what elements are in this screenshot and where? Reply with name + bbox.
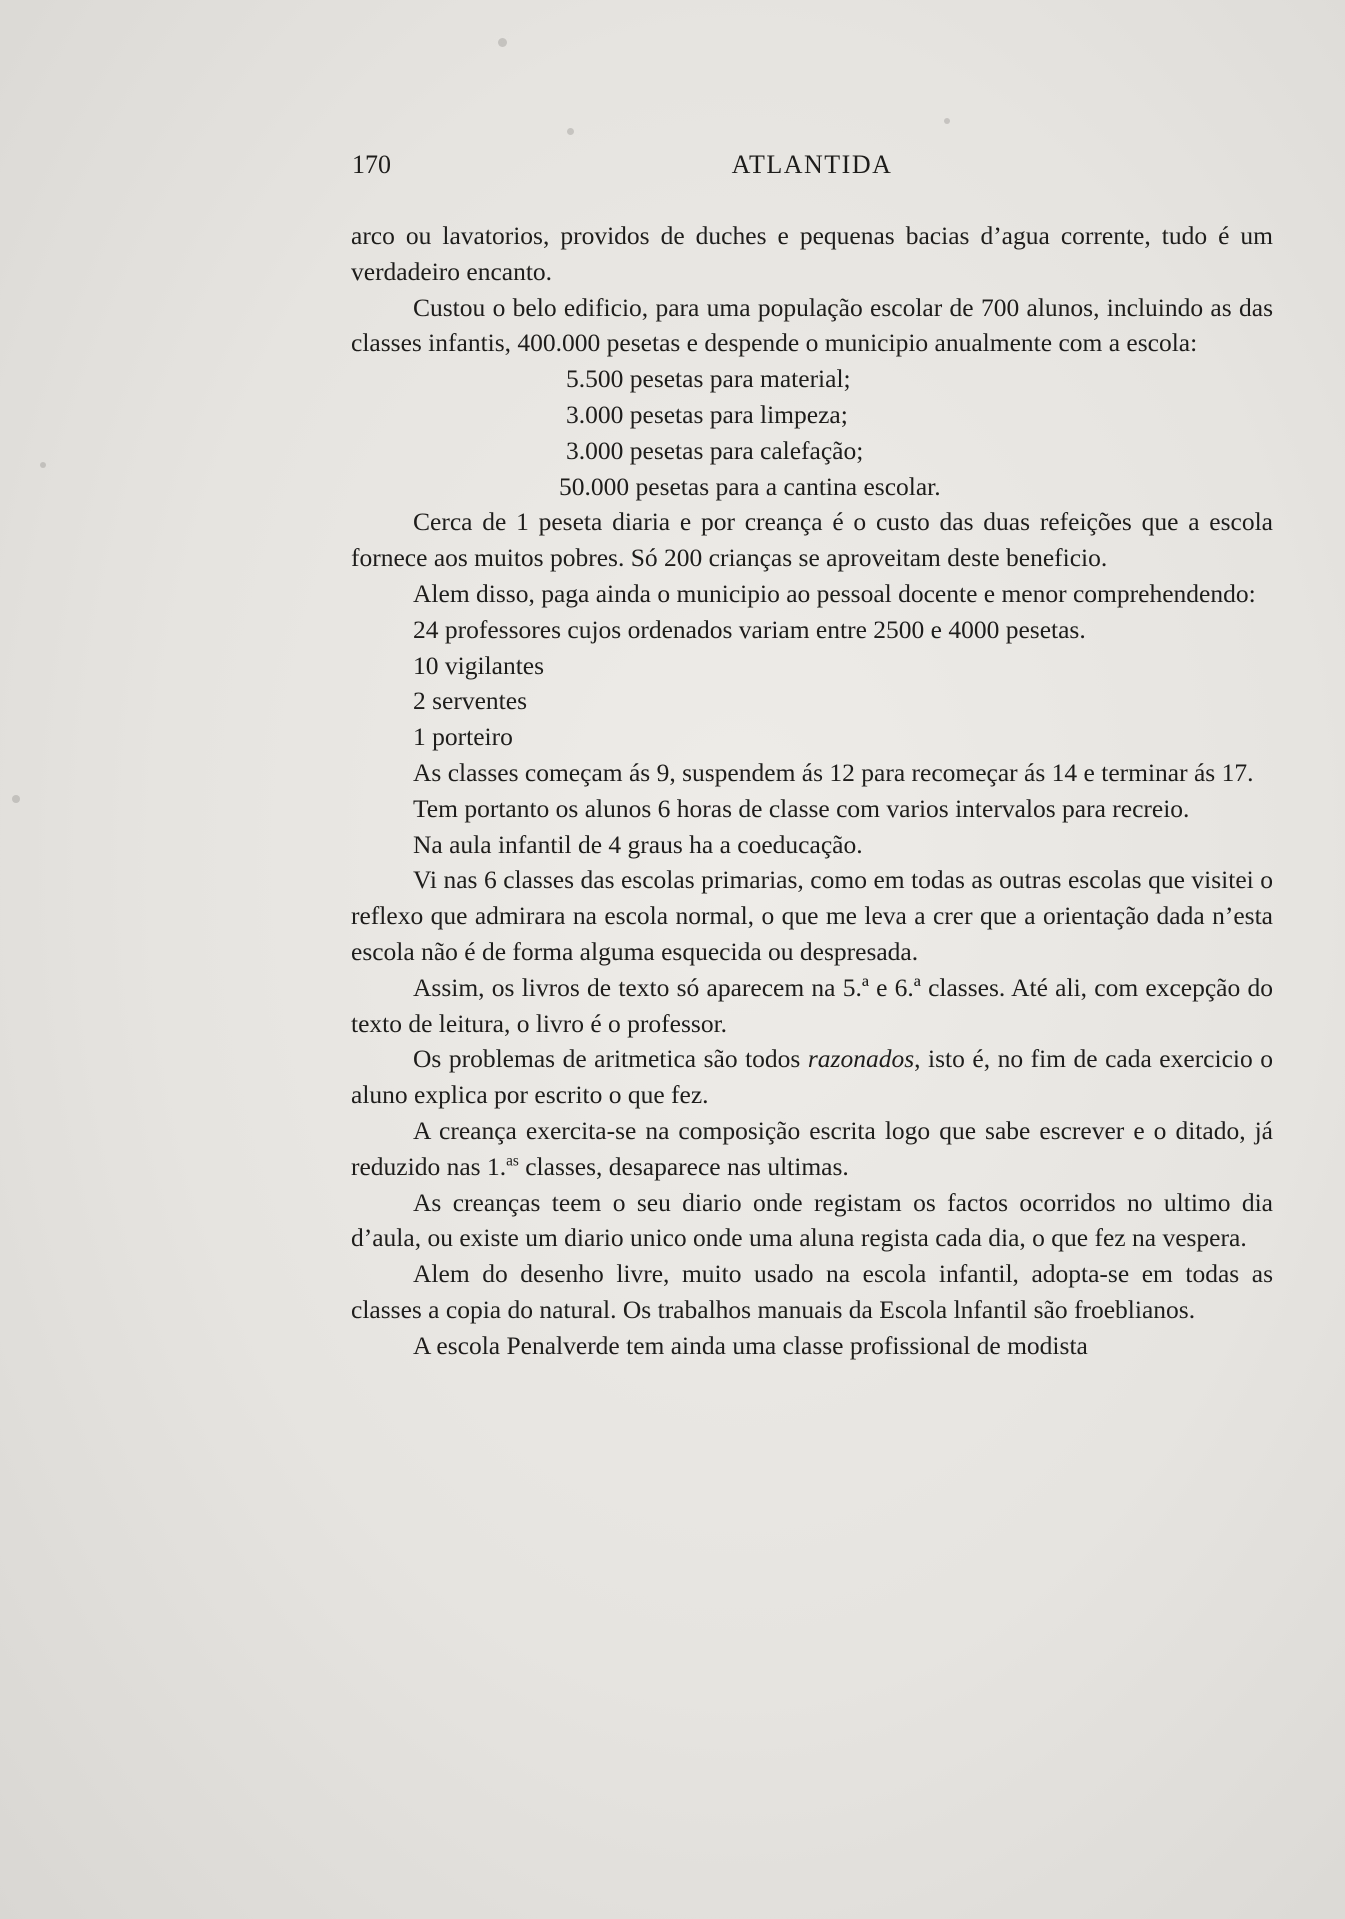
paragraph: As creanças teem o seu diario onde registam os factos ocorridos no ultimo dia d’aula, ou existe um diario unico onde uma aluna regista cada dia, o que fez na vespera. <box>351 1187 1273 1253</box>
print-speck <box>498 38 507 47</box>
running-title: ATLANTIDA <box>731 150 893 179</box>
paragraph: arco ou lavatorios, providos de duches e pequenas bacias d’agua corrente, tudo é um verdadeiro encanto. <box>351 221 1273 286</box>
print-speck <box>40 462 46 468</box>
cost-item: 3.000 pesetas para calefação; <box>566 435 864 465</box>
paragraph <box>351 1041 1273 1113</box>
page-number: 170 <box>352 150 391 179</box>
print-speck <box>944 118 950 124</box>
page-header <box>352 150 1272 184</box>
paragraph: Vi nas 6 classes das escolas primarias, como em todas as outras escolas que visitei o reflexo que admirara na escola normal, o que me leva a crer que a orientação dada n’esta escola não é de forma alguma esquecida ou despresada. <box>351 865 1273 966</box>
superscript: as <box>506 1152 519 1170</box>
staff-item: 10 vigilantes <box>413 650 545 680</box>
cost-item: 5.500 pesetas para material; <box>566 364 851 394</box>
staff-item: 2 serventes <box>413 686 528 716</box>
paragraph <box>351 1113 1273 1185</box>
paragraph: As classes começam ás 9, suspendem ás 12 para recomeçar ás 14 e terminar ás 17. <box>413 757 1254 787</box>
text-run: Os problemas de aritmetica são todos <box>413 1044 808 1074</box>
paragraph: A escola Penalverde tem ainda uma classe profissional de modista <box>413 1330 1088 1360</box>
cost-item: 3.000 pesetas para limpeza; <box>566 399 848 429</box>
text-run: classes, desaparece nas ultimas. <box>518 1151 849 1181</box>
text-run: A creança exercita-se na composição escrita logo que sabe escrever e o ditado, já reduzido nas 1. <box>351 1115 1273 1181</box>
print-speck <box>567 128 574 135</box>
text-run: , isto é, no fim de cada exercicio o aluno explica por escrito o que fez. <box>351 1044 1273 1110</box>
paragraph: Tem portanto os alunos 6 horas de classe com varios intervalos para recreio. <box>413 793 1190 823</box>
staff-item: 24 professores cujos ordenados variam entre 2500 e 4000 pesetas. <box>413 614 1086 644</box>
page-body <box>351 218 1273 1364</box>
staff-item: 1 porteiro <box>413 722 513 752</box>
paragraph: Na aula infantil de 4 graus ha a coeducação. <box>413 829 863 859</box>
cost-item: 50.000 pesetas para a cantina escolar. <box>559 471 941 501</box>
paragraph: Cerca de 1 peseta diaria e por creança é o custo das duas refeições que a escola fornece aos muitos pobres. Só 200 crianças se aproveitam deste beneficio. <box>351 507 1273 573</box>
paragraph: Alem disso, paga ainda o municipio ao pessoal docente e menor comprehendendo: <box>413 578 1256 608</box>
paragraph: Assim, os livros de texto só aparecem na 5.ª e 6.ª classes. Até ali, com excepção do texto de leitura, o livro é o professor. <box>351 972 1273 1038</box>
emphasis-text: razonados <box>807 1044 915 1074</box>
paragraph: Alem do desenho livre, muito usado na escola infantil, adopta-se em todas as classes a copia do natural. Os trabalhos manuais da Escola lnfantil são froeblianos. <box>351 1259 1273 1324</box>
paragraph: Custou o belo edificio, para uma população escolar de 700 alunos, incluindo as das classes infantis, 400.000 pesetas e despende o municipio anualmente com a escola: <box>351 292 1273 358</box>
print-speck <box>12 795 20 803</box>
